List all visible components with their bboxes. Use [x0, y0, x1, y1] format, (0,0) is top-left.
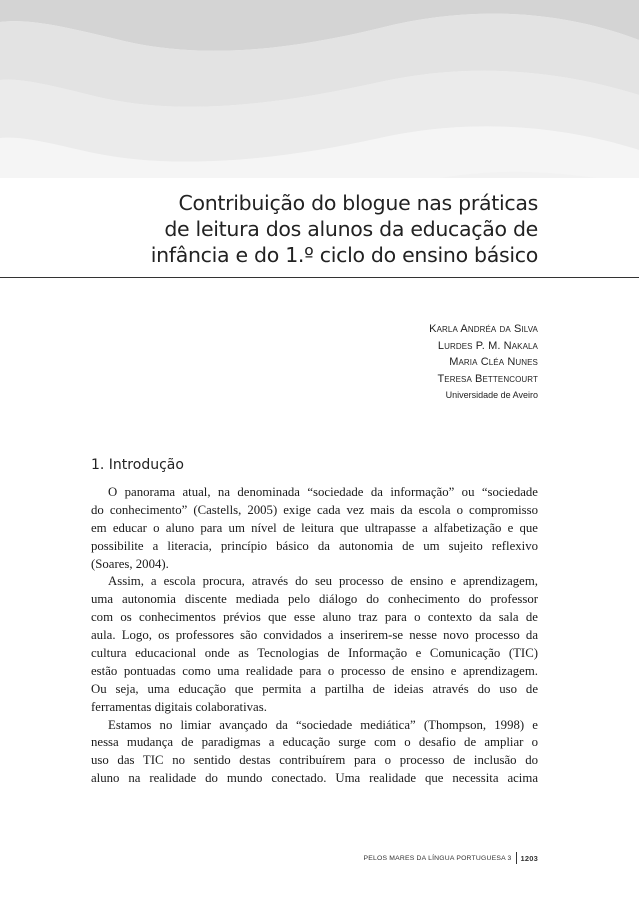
- body-line: uso das TIC no sentido destas contribuírem para o processo de inclusão do: [91, 753, 538, 768]
- author-name: Karla Andréa da Silva: [429, 323, 538, 335]
- body-line: aluno na realidade do mundo conectado. Uma realidade que necessita acima: [91, 771, 538, 786]
- title-line: de leitura dos alunos da educação de: [164, 217, 538, 241]
- author-affiliation: Universidade de Aveiro: [445, 390, 538, 400]
- body-line: cultura educacional onde as Tecnologias de Informação e Comunicação (TIC): [91, 646, 538, 661]
- title-line: infância e do 1.º ciclo do ensino básico: [150, 243, 538, 267]
- title-divider: [0, 277, 639, 278]
- body-line: nessa mudança de paradigmas a educação surge com o desafio de ampliar o: [91, 735, 538, 750]
- body-line: possibilite a literacia, princípio básico da autonomia de um sujeito reflexivo: [91, 538, 538, 553]
- author-list: [429, 321, 538, 403]
- body-line: ferramentas digitais colaborativas.: [91, 699, 267, 714]
- article-title: [151, 190, 538, 268]
- body-line: (Soares, 2004).: [91, 556, 169, 571]
- body-line: Assim, a escola procura, através do seu processo de ensino e aprendizagem,: [108, 574, 538, 589]
- author-name: Maria Cléa Nunes: [449, 356, 538, 368]
- body-line: aula. Logo, os professores são convidados a inserirem-se nesse novo processo da: [91, 628, 538, 643]
- author-name: Teresa Bettencourt: [437, 372, 538, 385]
- body-line: Estamos no limiar avançado da “sociedade mediática” (Thompson, 1998) e: [108, 717, 538, 732]
- body-line: O panorama atual, na denominada “sociedade da informação” ou “sociedade: [108, 485, 538, 499]
- body-line: do conhecimento” (Castells, 2005) exige cada vez mais da escola o compromisso: [91, 502, 538, 517]
- page-footer: [364, 852, 538, 864]
- section-heading: 1. Introdução: [91, 457, 184, 473]
- title-line: Contribuição do blogue nas práticas: [178, 191, 538, 215]
- page-number: 1203: [520, 853, 538, 863]
- footer-separator: [516, 852, 517, 864]
- body-line: estão pontuadas como uma realidade para o processo de ensino e aprendizagem.: [91, 663, 538, 678]
- body-text: [91, 484, 538, 788]
- body-line: Ou seja, uma educação que permita a partilha de ideias através do uso de: [91, 681, 538, 696]
- body-line: em educar o aluno para um nível de leitura que ultrapasse a alfabetização e que: [91, 520, 538, 535]
- body-line: com os conhecimentos prévios que esse aluno traz para o contexto da sala de: [91, 610, 538, 625]
- journal-title: PELOS MARES DA LÍNGUA PORTUGUESA 3: [363, 854, 512, 862]
- body-line: uma autonomia discente mediada pelo diálogo do conhecimento do professor: [91, 592, 538, 607]
- author-name: Lurdes P. M. Nakala: [437, 339, 538, 352]
